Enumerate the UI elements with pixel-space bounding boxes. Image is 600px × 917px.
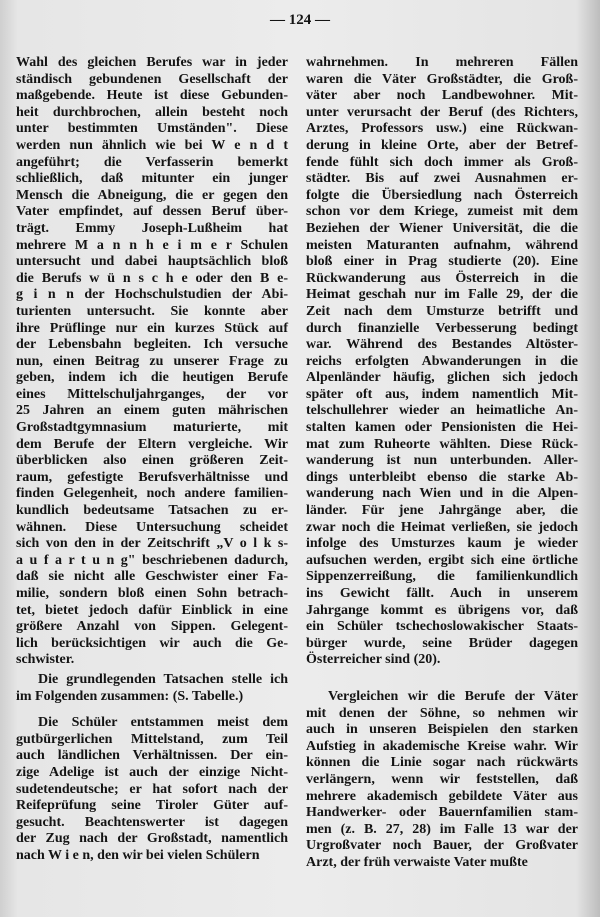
text-line: dem Berufe der Eltern vergleiche. Wir xyxy=(16,436,288,452)
text-line: turienten untersucht. Sie konnte aber xyxy=(16,303,288,319)
text-line: im Folgenden zusammen: (S. Tabelle.) xyxy=(16,688,244,704)
text-line: schwister. xyxy=(16,652,75,668)
text-line: fende fühlt sich doch immer als Groß- xyxy=(306,154,578,170)
text-line: überblicken also einen größeren Zeit- xyxy=(16,453,288,469)
text-line: der Zug nach der Großstadt, namentlich xyxy=(16,831,288,847)
text-line: reichs erfolgten Abwanderungen in die xyxy=(306,353,578,369)
text-line: war. Während des Bestandes Altöster- xyxy=(306,337,578,353)
text-line: Großstadtgymnasium maturierte, mit xyxy=(16,420,288,436)
text-line: bloß einer in Prag studierte (20). Eine xyxy=(306,254,578,270)
text-line: Jahrgange kommt es übrigens vor, daß xyxy=(306,602,578,618)
text-line: sudetendeutsche; er hat sofort nach der xyxy=(16,781,288,797)
paragraph xyxy=(306,55,578,669)
text-line: men (z. B. 27, 28) im Falle 13 war der xyxy=(306,821,578,837)
text-line: dings unterbleibt ebenso die starke Ab- xyxy=(306,469,578,485)
text-line: maßgebende. Heute ist diese Gebunden- xyxy=(16,88,288,104)
text-line: verlängern, wenn wir feststellen, daß xyxy=(306,771,578,787)
text-line: nach W i e n, den wir bei vielen Schülern xyxy=(16,847,260,863)
text-line: sich von den in der Zeitschrift „V o l k s- xyxy=(16,536,288,552)
text-line: schließlich, daß mitunter ein junger xyxy=(16,171,288,187)
text-line: aufsuchen werden, ergibt sich eine örtliche xyxy=(306,552,578,568)
text-line: die Berufs w ü n s c h e oder den B e- xyxy=(16,270,288,286)
text-line: ins Gewicht fällt. Auch in unserem xyxy=(306,586,578,601)
text-line: Handwerker- oder Bauernfamilien stam- xyxy=(306,805,578,821)
text-line: milie, sondern bloß einen Sohn betrach- xyxy=(16,586,288,601)
text-line: wanderung ist nun unterbunden. Aller- xyxy=(306,453,578,469)
text-line: angeführt; die Verfasserin bemerkt xyxy=(16,154,288,170)
text-line: Sippenzerreißung, die familienkundlich xyxy=(306,569,578,585)
text-line: a u f a r t u n g" beschriebenen dadurch, xyxy=(16,552,288,568)
text-line: Reifeprüfung seine Tiroler Güter auf- xyxy=(16,798,288,814)
text-line: g i n n der Hochschulstudien der Abi- xyxy=(16,287,288,303)
text-line: lich berücksichtigen wir auch die Ge- xyxy=(16,635,288,651)
text-line: Österreicher sind (20). xyxy=(306,652,441,668)
text-line: Urgroßvater noch Bauer, der Großvater xyxy=(306,838,578,854)
text-line: gutbürgerlichen Mittelstand, zum Teil xyxy=(16,731,288,747)
text-line: daß sie nicht alle Geschwister einer Fa- xyxy=(16,569,288,585)
text-line: Heimat geschah nur im Falle 29, der die xyxy=(306,287,578,303)
text-line: mit denen der Söhne, so nehmen wir xyxy=(306,705,578,721)
text-line: Aufstieg in akademische Kreise wahr. Wir xyxy=(306,738,578,754)
text-line: schon vor dem Kriege, zumeist mit dem xyxy=(306,204,578,220)
text-line: zige Adelige ist auch der einzige Nicht- xyxy=(16,764,288,780)
text-line: derung in kleine Orte, aber der Betref- xyxy=(306,137,578,153)
text-line: mehrere akademisch gebildete Väter aus xyxy=(306,788,578,804)
text-line: Die grundlegenden Tatsachen stelle ich xyxy=(38,671,288,687)
text-line: meisten Maturanten aufnahm, während xyxy=(306,237,578,253)
text-line: stalten kamen oder Pensionisten die Hei- xyxy=(306,420,578,436)
text-line: können die Linie sogar nach rückwärts xyxy=(306,755,578,771)
text-line: später oft aus, indem namentlich Mit- xyxy=(306,386,578,402)
text-line: Die Schüler entstammen meist dem xyxy=(38,715,288,731)
text-line: folgte die Übersiedlung nach Österreich xyxy=(306,187,578,203)
paragraph xyxy=(16,715,288,864)
text-line: mat zum Ruheorte wählten. Diese Rück- xyxy=(306,436,578,452)
text-line: Arztes, Professors usw.) eine Rückwan- xyxy=(306,121,578,137)
text-line: trägt. Emmy Joseph-Lußheim hat xyxy=(16,220,288,236)
text-line: größere Anzahl von Sippen. Gelegent- xyxy=(16,619,288,635)
text-line: der Lebensbahn begleiten. Ich versuche xyxy=(16,337,288,353)
text-line: unter bestimmten Umständen". Diese xyxy=(16,121,288,137)
text-line: auch ländlichen Verhältnissen. Der ein- xyxy=(16,748,288,764)
text-line: geben, indem ich die heutigen Berufe xyxy=(16,370,288,386)
text-line: kundlich bedeutsame Tatsachen zu er- xyxy=(16,503,288,519)
text-line: waren die Väter Großstädter, die Groß- xyxy=(306,71,578,87)
text-line: zwar noch die Heimat verließen, sie jedoch xyxy=(306,519,578,535)
text-line: heit durchbrochen, allein besteht noch xyxy=(16,104,288,120)
text-line: städter. Bis auf zwei Ausnahmen er- xyxy=(306,171,578,187)
text-line: wanderung nach Wien und in die Alpen- xyxy=(306,486,578,502)
page-number: — 124 — xyxy=(270,12,330,28)
paragraph xyxy=(306,689,578,872)
text-line: Vergleichen wir die Berufe der Väter xyxy=(328,688,578,704)
text-line: 25 Jahren an einem guten mährischen xyxy=(16,403,288,419)
paragraph xyxy=(16,55,288,669)
text-line: raum, gefestigte Berufsverhältnisse und xyxy=(16,469,288,485)
text-line: Arzt, der früh verwaiste Vater mußte xyxy=(306,854,528,870)
text-line: untersucht und dabei hauptsächlich bloß xyxy=(16,254,288,270)
text-line: länder. Für jene Jahrgänge aber, die xyxy=(306,503,578,519)
text-line: gesucht. Beachtenswerter ist dagegen xyxy=(16,814,288,830)
text-line: väter aber noch Landbewohner. Mit- xyxy=(306,88,578,104)
text-line: wähnen. Diese Untersuchung scheidet xyxy=(16,519,288,535)
text-line: werden nun ähnlich wie bei W e n d t xyxy=(16,137,288,153)
text-line: ihre Prüflinge nur ein kurzes Stück auf xyxy=(16,320,288,336)
text-line: mehrere M a n n h e i m e r Schulen xyxy=(16,237,288,253)
text-line: bürger wurde, seine Brüder dagegen xyxy=(306,635,578,651)
text-line: infolge des Umsturzes kaum je wieder xyxy=(306,536,578,552)
text-line: Wahl des gleichen Berufes war in jeder xyxy=(16,55,288,70)
text-line: tet, bietet jedoch dafür Einblick in eine xyxy=(16,602,288,618)
text-line: eines Mittelschuljahrganges, der vor xyxy=(16,386,288,402)
text-line: wahrnehmen. In mehreren Fällen xyxy=(306,55,578,70)
text-column-right xyxy=(306,55,578,872)
text-line: Beziehen der Wiener Universität, die die xyxy=(306,220,578,236)
text-line: unter verursacht der Beruf (des Richters, xyxy=(306,104,578,120)
text-line: auch in unseren Beispielen den starken xyxy=(306,722,578,738)
text-line: Mensch die Abneigung, die er gegen den xyxy=(16,187,288,203)
text-line: finden Gelegenheit, noch andere familien- xyxy=(16,486,288,502)
paragraph xyxy=(16,672,288,705)
text-line: ein Schüler tschechoslowakischer Staats- xyxy=(306,619,578,635)
text-line: durch finanzielle Verbesserung bedingt xyxy=(306,320,578,336)
text-line: Alpenländer häufig, glichen sich jedoch xyxy=(306,370,578,386)
text-line: telschullehrer wieder an heimatliche An- xyxy=(306,403,578,419)
text-line: Vater empfindet, auf dessen Beruf über- xyxy=(16,204,288,220)
text-line: Zeit nach dem Umsturze betrifft und xyxy=(306,303,578,319)
text-line: nun, einen Beitrag zu unserer Frage zu xyxy=(16,353,288,369)
text-column-left xyxy=(16,55,288,865)
text-line: ständisch gebundenen Gesellschaft der xyxy=(16,71,288,87)
text-line: Rückwanderung aus Österreich in die xyxy=(306,270,578,286)
